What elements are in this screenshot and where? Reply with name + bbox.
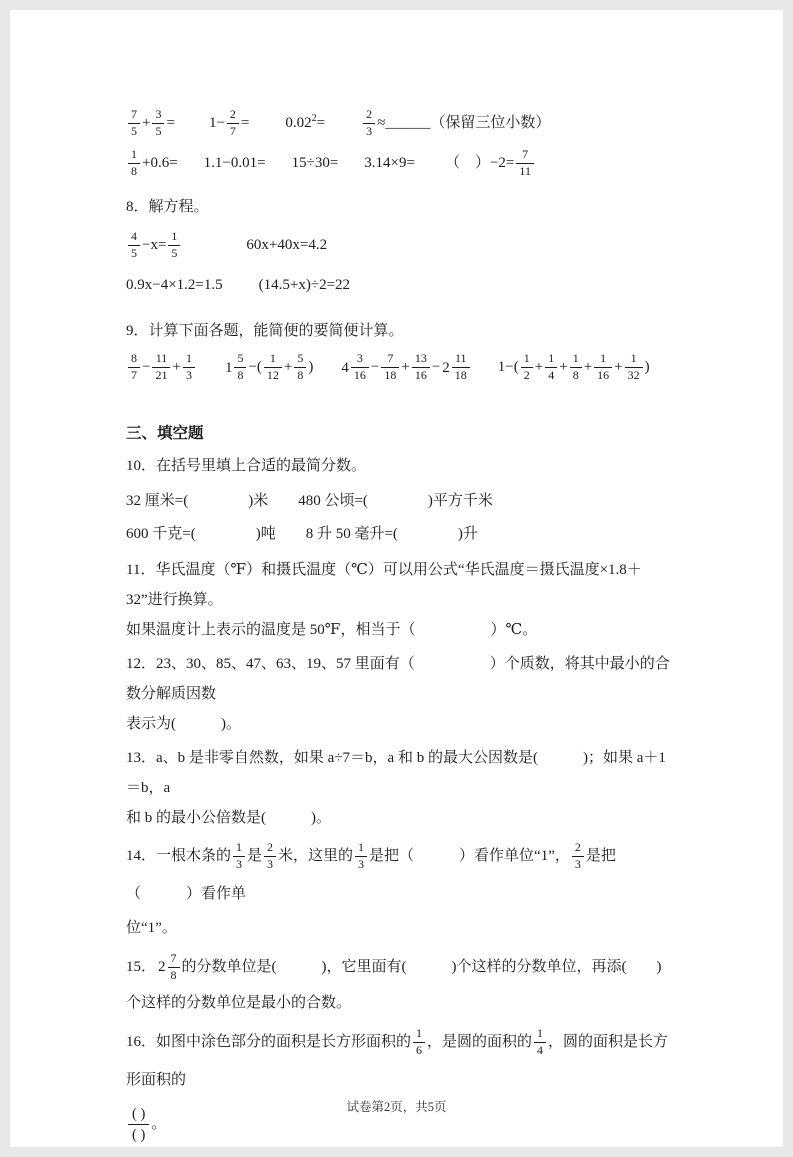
q14-line-2: 位“1”。 <box>126 919 177 936</box>
q15-line-1: 15． 2 $\frac{7}{8}$ 的分数单位是( )，它里面有( )个这样的分数单位，再添( ) <box>126 950 662 982</box>
page-content <box>10 10 783 1147</box>
q11-line-1: 11．华氏温度（℉）和摄氏温度（℃）可以用公式“华氏温度＝摄氏温度×1.8＋32”进行换算。 <box>126 561 642 608</box>
q13-line-1: 13．a、b 是非零自然数，如果 a÷7＝b，a 和 b 的最大公因数是( )；如果 a＋1＝b，a <box>126 749 666 796</box>
q13-line-2: 和 b 的最小公倍数是( )。 <box>126 809 331 826</box>
q10-line-1: 32 厘米=( )米 480 公顷=( )平方千米 <box>126 492 493 509</box>
exam-page <box>10 10 783 1147</box>
q16-answer-fraction: $\frac{( )}{( )}$ 。 <box>126 1101 673 1147</box>
q8-title: 8．解方程。 <box>126 199 209 215</box>
q10-line-2: 600 千克=( )吨 8 升 50 毫升=( )升 <box>126 525 478 542</box>
q9-expressions-row: $\frac{8}{7}$ − $\frac{11}{21}$ + $\frac{1}{3}$ 1 $\frac{5}{8}$ −( $\frac{1}{12}$ + $\frac{5}{8}$ ) 4 $\frac{3}{16}$ − $\frac{7}{18}$ + $\frac{13}{16}$ − 2 $\frac{11}{18}$ 1−( $\frac{1}{2}$ + $\frac{1}{4}$ + $\frac{1}{8}$ + $\frac{1}{16}$ + $\frac{1}{32}$ ) <box>126 350 673 385</box>
q11-line-2: 如果温度计上表示的温度是 50℉，相当于（ ）℃。 <box>126 621 538 638</box>
page-footer: 试卷第2页，共5页 <box>346 1100 447 1115</box>
q12-line-1: 12．23、30、85、47、63、19、57 里面有（ ）个质数，将其中最小的合数分解质因数 <box>126 655 670 702</box>
section-3-title: 三、填空题 <box>126 424 204 442</box>
calc-row-1: $\frac{7}{5}$ + $\frac{3}{5}$ = 1− $\frac{2}{7}$ = $0.02^2=$ $\frac{2}{3}$ ≈______（保留三位小数） <box>126 106 673 140</box>
q9-title: 9．计算下面各题，能简便的要简便计算。 <box>126 323 404 339</box>
q16-line-1: 16．如图中涂色部分的面积是长方形面积的 $\frac{1}{6}$ ，是圆的面积的 $\frac{1}{4}$ ，圆的面积是长方形面积的 <box>126 1026 669 1089</box>
q10-title: 10．在括号里填上合适的最简分数。 <box>126 457 367 474</box>
q15-line-2: 个这样的分数单位是最小的合数。 <box>126 995 352 1012</box>
q14-line-1: 14．一根木条的 $\frac{1}{3}$ 是 $\frac{2}{3}$ 米，这里的 $\frac{1}{3}$ 是把（ ）看作单位“1”， $\frac{2}{3}$ 是把（ ）看作单 <box>126 839 616 902</box>
calc-row-2: $\frac{1}{8}$ +0.6= 1.1−0.01= 15÷30= 3.14×9= （ ）−2= $\frac{7}{11}$ <box>126 146 673 180</box>
q8-equation-row-2: 0.9x−4×1.2=1.5 (14.5+x)÷2=22 <box>126 277 351 293</box>
q8-equation-row-1: $\frac{4}{5}$ −x= $\frac{1}{5}$ 60x+40x=4.2 <box>126 228 673 262</box>
q12-line-2: 表示为( )。 <box>126 715 241 732</box>
